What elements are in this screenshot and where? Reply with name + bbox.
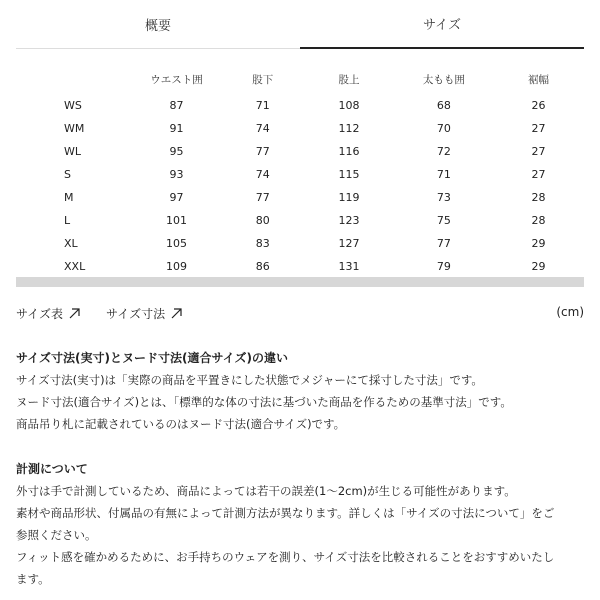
section-line: ます。	[16, 572, 50, 586]
table-row	[16, 117, 584, 140]
section-line: 素材や商品形状、付属品の有無によって計測方法が異なります。詳しくは「サイズの寸法について」をご	[16, 506, 555, 520]
table-cell: 71	[436, 168, 451, 181]
size-label: WL	[64, 145, 82, 158]
measurement-note-section	[16, 458, 586, 590]
table-cell: 93	[169, 168, 184, 181]
table-cell: 73	[436, 191, 451, 204]
size-label: L	[64, 214, 71, 227]
table-cell: 127	[338, 237, 360, 250]
table-cell: 105	[165, 237, 187, 250]
measurement-difference-section	[16, 347, 586, 435]
section-line: サイズ寸法(実寸)は「実際の商品を平置きにした状態でメジャーにて採寸した寸法」です。	[16, 373, 483, 387]
size-chart-link-label: サイズ表	[16, 307, 64, 321]
table-cell: 123	[338, 214, 360, 227]
section-line: 商品吊り札に記載されているのはヌード寸法(適合サイズ)です。	[16, 417, 346, 431]
table-cell: 108	[338, 99, 360, 112]
table-cell: 83	[255, 237, 270, 250]
col-header-rise: 股上	[338, 73, 360, 86]
size-label: S	[64, 168, 71, 181]
table-cell: 74	[255, 122, 270, 135]
table-cell: 71	[255, 99, 270, 112]
table-cell: 109	[165, 260, 187, 273]
table-cell: 77	[255, 145, 270, 158]
table-row	[16, 140, 584, 163]
size-label: XXL	[64, 260, 86, 273]
section-line: 参照ください。	[16, 528, 97, 542]
table-cell: 70	[436, 122, 451, 135]
section-line: ヌード寸法(適合サイズ)とは、「標準的な体の寸法に基づいた商品を作るための基準寸法」です。	[16, 395, 512, 409]
table-cell: 115	[338, 168, 360, 181]
table-cell: 95	[169, 145, 184, 158]
table-cell: 74	[255, 168, 270, 181]
table-cell: 27	[531, 168, 546, 181]
table-row	[16, 255, 584, 278]
table-cell: 27	[531, 122, 546, 135]
size-table	[16, 64, 584, 278]
table-cell: 79	[436, 260, 451, 273]
table-cell: 77	[255, 191, 270, 204]
table-cell: 86	[255, 260, 270, 273]
col-header-inseam: 股下	[252, 73, 274, 86]
unit-label: (cm)	[556, 305, 584, 319]
table-cell: 131	[338, 260, 360, 273]
size-links	[16, 305, 182, 322]
table-cell: 68	[436, 99, 451, 112]
size-chart-link[interactable]	[16, 305, 80, 322]
size-label: M	[64, 191, 74, 204]
table-cell: 77	[436, 237, 451, 250]
table-cell: 72	[436, 145, 451, 158]
external-arrow-icon	[69, 308, 80, 319]
table-row	[16, 94, 584, 117]
table-cell: 26	[531, 99, 546, 112]
size-dimensions-link-label: サイズ寸法	[106, 307, 166, 321]
section-title: サイズ寸法(実寸)とヌード寸法(適合サイズ)の違い	[16, 351, 289, 365]
table-row	[16, 186, 584, 209]
table-cell: 112	[338, 122, 360, 135]
table-row	[16, 232, 584, 255]
table-cell: 28	[531, 191, 546, 204]
table-cell: 101	[165, 214, 187, 227]
external-arrow-icon	[171, 308, 182, 319]
tab-overview[interactable]: 概要	[16, 0, 300, 49]
table-cell: 119	[338, 191, 360, 204]
size-label: XL	[64, 237, 78, 250]
table-cell: 91	[169, 122, 184, 135]
table-cell: 28	[531, 214, 546, 227]
table-row	[16, 163, 584, 186]
size-label: WS	[64, 99, 82, 112]
col-header-thigh: 太もも囲	[422, 73, 465, 86]
tab-bar	[16, 0, 584, 48]
table-cell: 29	[531, 260, 546, 273]
table-cell: 97	[169, 191, 184, 204]
table-corner	[16, 64, 131, 94]
tab-size[interactable]: サイズ	[300, 0, 584, 49]
size-label: WM	[64, 122, 85, 135]
table-cell: 80	[255, 214, 270, 227]
horizontal-scrollbar[interactable]	[16, 277, 584, 287]
table-row	[16, 209, 584, 232]
table-cell: 27	[531, 145, 546, 158]
col-header-waist: ウエスト囲	[150, 73, 203, 86]
table-cell: 87	[169, 99, 184, 112]
table-header-row	[16, 64, 584, 94]
table-cell: 29	[531, 237, 546, 250]
col-header-hem: 裾幅	[527, 73, 549, 86]
section-line: フィット感を確かめるために、お手持ちのウェアを測り、サイズ寸法を比較されることをおすすめいたし	[16, 550, 555, 564]
size-dimensions-link[interactable]	[106, 305, 182, 322]
section-title: 計測について	[16, 462, 88, 476]
table-cell: 75	[436, 214, 451, 227]
table-cell: 116	[338, 145, 360, 158]
section-line: 外寸は手で計測しているため、商品によっては若干の誤差(1〜2cm)が生じる可能性があります。	[16, 484, 516, 498]
